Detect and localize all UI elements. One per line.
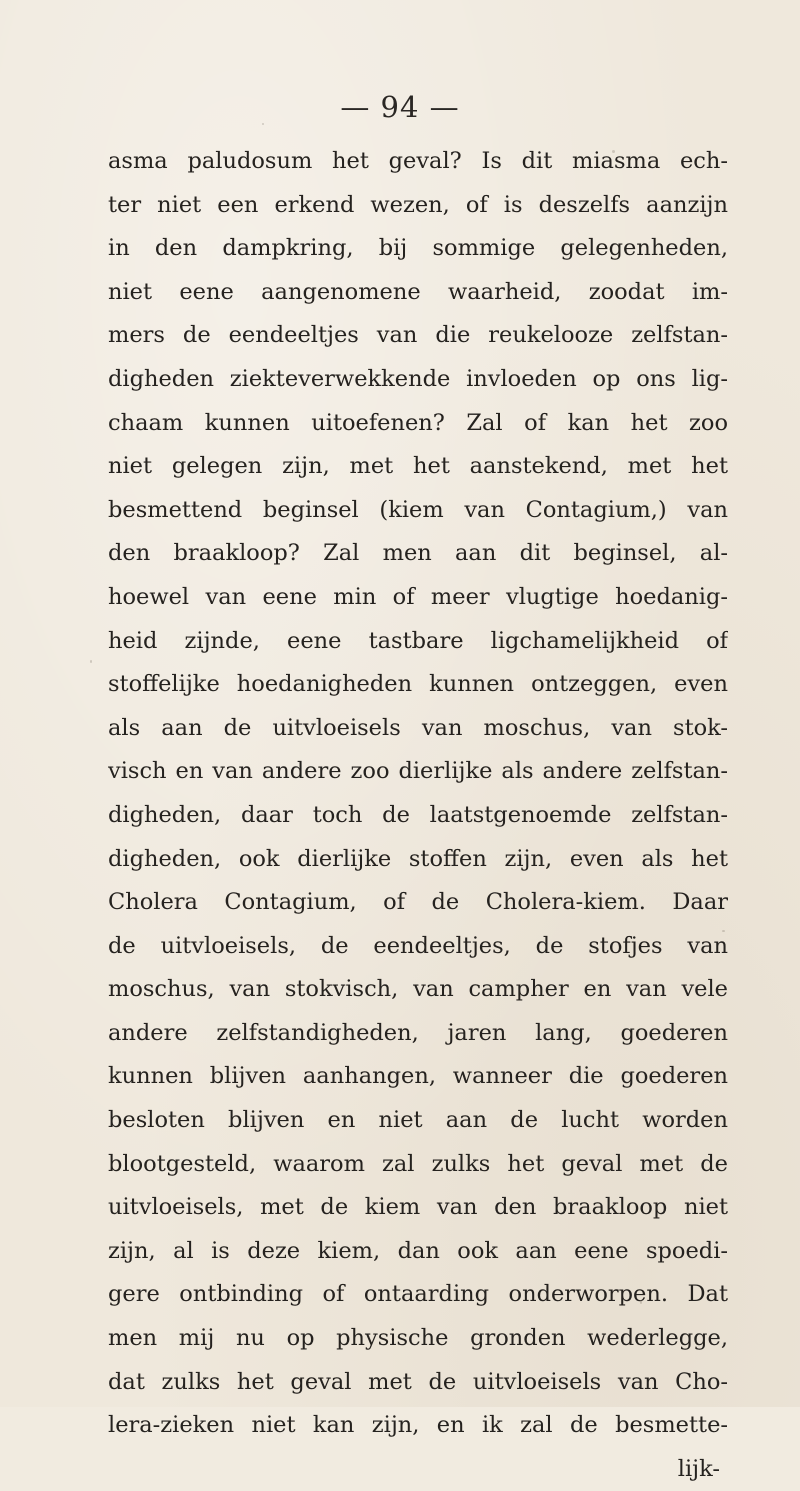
text-line: chaam kunnen uitoefenen? Zal of kan het zoo <box>108 409 728 436</box>
text-line: digheden, daar toch de laatstgenoemde zelfstan- <box>108 801 728 828</box>
body-text <box>108 140 728 1491</box>
text-line: stoffelijke hoedanigheden kunnen ontzeggen, even <box>108 671 728 698</box>
text-line: zijn, al is deze kiem, dan ook aan eene spoedi- <box>108 1237 728 1264</box>
text-line: lera-zieken niet kan zijn, en ik zal de besmette- <box>108 1412 728 1439</box>
text-line: blootgesteld, waarom zal zulks het geval met de <box>108 1150 728 1177</box>
text-line: dat zulks het geval met de uitvloeisels van Cho- <box>108 1368 728 1395</box>
text-line: den braakloop? Zal men aan dit beginsel, al- <box>108 540 728 567</box>
text-line: ter niet een erkend wezen, of is deszelfs aanzijn <box>108 191 728 218</box>
text-line: de uitvloeisels, de eendeeltjes, de stofjes van <box>108 932 728 959</box>
text-line: heid zijnde, eene tastbare ligchamelijkheid of <box>108 627 728 654</box>
page-number: — 94 — <box>340 90 460 124</box>
text-line: niet gelegen zijn, met het aanstekend, met het <box>108 453 728 480</box>
text-line: asma paludosum het geval? Is dit miasma ech- <box>108 148 728 174</box>
text-line: digheden, ook dierlijke stoffen zijn, even als het <box>108 845 728 872</box>
catchword: lijk- <box>677 1455 720 1482</box>
text-line: uitvloeisels, met de kiem van den braakloop niet <box>108 1194 728 1221</box>
text-line: Cholera Contagium, of de Cholera-kiem. Daar <box>108 889 728 916</box>
text-line: visch en van andere zoo dierlijke als andere zelfstan- <box>108 758 728 785</box>
text-line: men mij nu op physische gronden wederlegge, <box>108 1325 728 1352</box>
text-line: niet eene aangenomene waarheid, zoodat im- <box>108 278 728 305</box>
text-line: mers de eendeeltjes van die reukelooze zelfstan- <box>108 322 728 349</box>
text-line: besloten blijven en niet aan de lucht worden <box>108 1107 728 1134</box>
text-line: moschus, van stokvisch, van campher en van vele <box>108 976 728 1003</box>
text-line: als aan de uitvloeisels van moschus, van stok- <box>108 714 728 741</box>
text-line: in den dampkring, bij sommige gelegenheden, <box>108 235 728 262</box>
text-line: besmettend beginsel (kiem van Contagium,) van <box>108 496 728 523</box>
text-line: andere zelfstandigheden, jaren lang, goederen <box>108 1019 728 1046</box>
text-line: kunnen blijven aanhangen, wanneer die goederen <box>108 1063 728 1090</box>
text-line: gere ontbinding of ontaarding onderworpen. Dat <box>108 1281 728 1308</box>
text-line: digheden ziekteverwekkende invloeden op ons lig- <box>108 365 728 392</box>
text-line: hoewel van eene min of meer vlugtige hoedanig- <box>108 583 728 610</box>
